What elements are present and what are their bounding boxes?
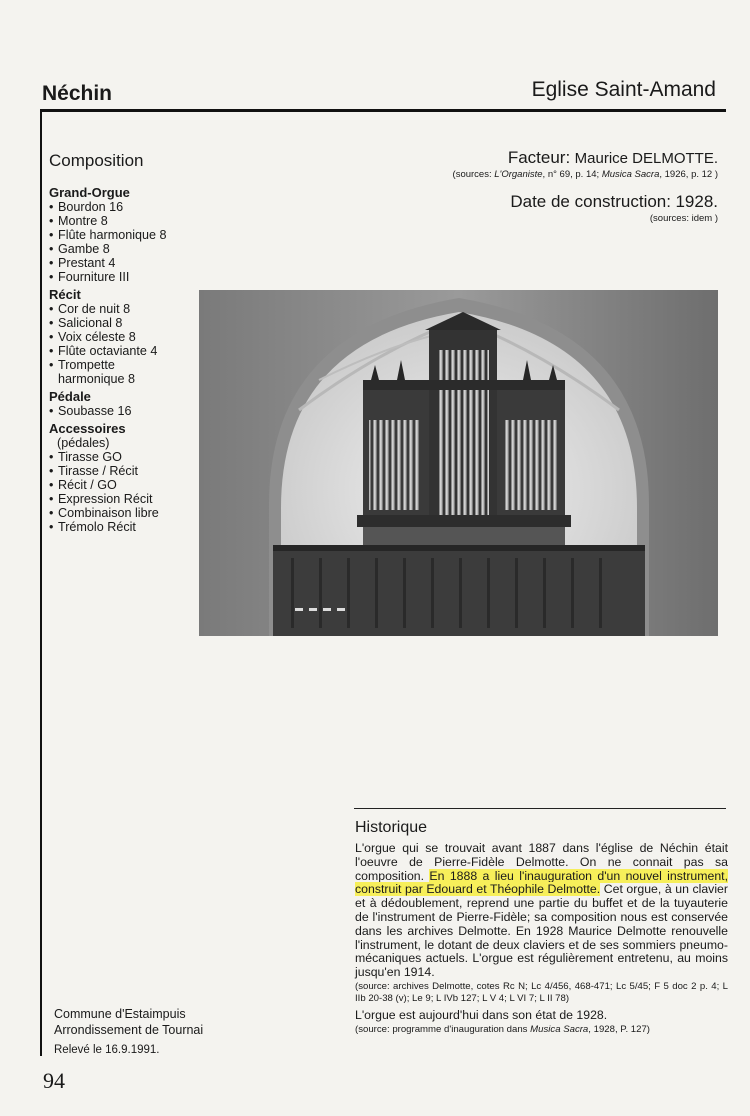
source-title: Musica Sacra — [530, 1023, 589, 1035]
builder-sources — [453, 169, 718, 180]
builder-block — [453, 148, 718, 180]
group-accessoires — [49, 422, 209, 534]
stop-item: • Montre 8 — [49, 214, 209, 228]
stop-item: • Flûte harmonique 8 — [49, 228, 209, 242]
commune-name: Commune d'Estaimpuis — [54, 1007, 186, 1021]
header-rule — [40, 109, 726, 112]
stop-item: • Cor de nuit 8 — [49, 302, 209, 316]
construction-value: 1928. — [675, 192, 718, 211]
construction-sources: (sources: idem ) — [649, 213, 718, 224]
stop-item: • Trémolo Récit — [49, 520, 209, 534]
stop-item: • Soubasse 16 — [49, 404, 209, 418]
organ-photo — [199, 290, 718, 636]
construction-block — [510, 192, 718, 224]
group-note: (pédales) — [57, 436, 110, 450]
historique-text: Cet orgue, à un clavier et à dédoublement, reprend une partie du buffet et de la tuyauterie de l'instrument de Pierre-Fidèle; sa composition nous est conservée dans les archives Delmotte. En 1928 Maurice Delmotte renouvelle l'instrument, le dotant de deux claviers et de ses sommiers pneumo-mécaniques actuels. L'orgue est régulièrement entretenu, au moins jusqu'en 1914. — [355, 882, 728, 980]
stop-item: • Voix céleste 8 — [49, 330, 209, 344]
group-pedale — [49, 390, 209, 418]
stop-item: • Trompette harmonique 8 — [49, 358, 168, 386]
composition-heading: Composition — [49, 151, 144, 170]
stop-item: • Combinaison libre — [49, 506, 209, 520]
group-recit — [49, 288, 209, 386]
stop-list — [49, 186, 209, 534]
historique-rule — [354, 808, 726, 809]
source-title: L'Organiste — [494, 169, 543, 180]
historique-source — [355, 1024, 728, 1036]
historique-text: L'orgue qui se trouvait avant 1887 dans l'église de Néchin était l'oeuvre de Pierre-Fidèle Delmotte. On ne connait pas sa composition. — [355, 841, 728, 883]
stop-item: • Tirasse / Récit — [49, 464, 209, 478]
historique-source: (source: archives Delmotte, cotes Rc N; Lc 4/456, 468-471; Lc 5/45; F 5 doc 2 p. 4; L IIb 20-38 (v); Le 9; L IVb 127; L V 4; L VI 7; L II 78) — [355, 980, 728, 1004]
stop-item: • Tirasse GO — [49, 450, 209, 464]
source-text: , n° 69, p. 14; — [542, 169, 602, 180]
source-title: Musica Sacra — [601, 169, 660, 180]
source-text: (source: programme d'inauguration dans — [355, 1023, 531, 1035]
church-title: Eglise Saint-Amand — [531, 78, 716, 101]
source-text: , 1926, p. 12 ) — [659, 169, 718, 180]
builder-label: Facteur: — [507, 148, 571, 167]
locality-title: Néchin — [42, 82, 113, 105]
historique-paragraph — [355, 842, 728, 980]
left-rule — [40, 111, 42, 1056]
stop-item: • Fourniture III — [49, 270, 209, 284]
page-number: 94 — [43, 1068, 65, 1093]
stop-item: • Récit / GO — [49, 478, 209, 492]
group-title: Accessoires — [49, 421, 126, 436]
group-title: Grand-Orgue — [49, 185, 130, 200]
historique-highlight: En 1888 a lieu l'inauguration d'un nouvel instrument, construit par Edouard et Théophile Delmotte. — [355, 868, 729, 897]
group-grand-orgue — [49, 186, 209, 284]
group-title: Pédale — [49, 389, 91, 404]
stop-item: • Gambe 8 — [49, 242, 209, 256]
stop-item: • Flûte octaviante 4 — [49, 344, 209, 358]
stop-item: • Prestant 4 — [49, 256, 209, 270]
stop-item: • Expression Récit — [49, 492, 209, 506]
historique-current-state: L'orgue est aujourd'hui dans son état de 1928. — [355, 1007, 608, 1022]
group-title: Récit — [49, 287, 81, 302]
historique-heading: Historique — [355, 819, 428, 836]
stop-item: • Bourdon 16 — [49, 200, 209, 214]
survey-date: Relevé le 16.9.1991. — [54, 1044, 160, 1056]
commune-block — [54, 1006, 203, 1038]
source-text: (sources: — [452, 169, 495, 180]
builder-value: Maurice DELMOTTE. — [574, 150, 718, 167]
historique-body — [355, 842, 728, 1036]
source-text: , 1928, P. 127) — [588, 1023, 650, 1035]
stop-item: • Salicional 8 — [49, 316, 209, 330]
construction-label: Date de construction: — [510, 192, 671, 211]
arrondissement-name: Arrondissement de Tournai — [54, 1023, 204, 1037]
